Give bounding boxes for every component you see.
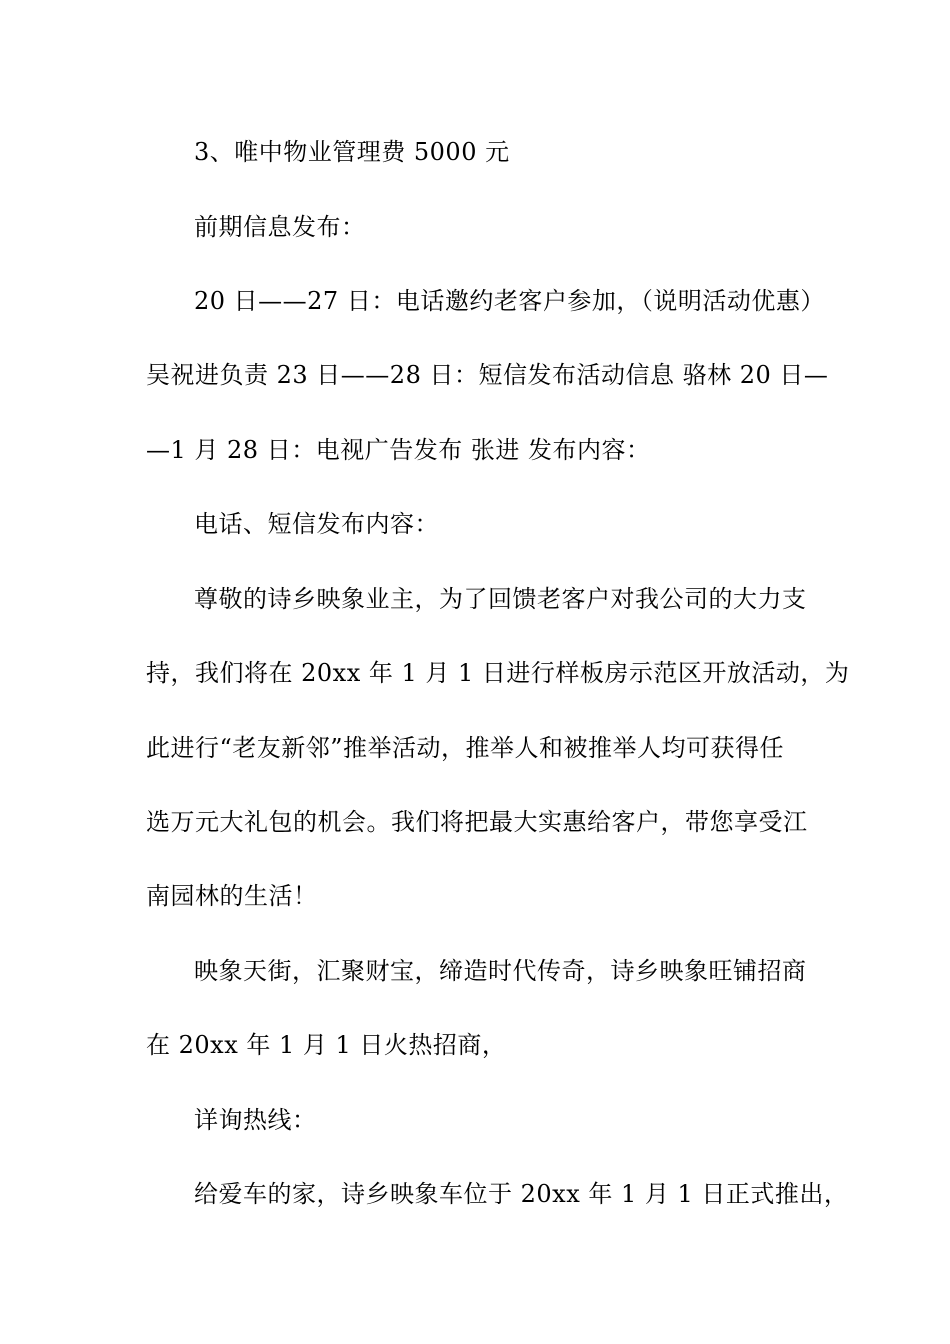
shops-line-2: 在 20xx 年 1 月 1 日火热招商， <box>146 1031 507 1059</box>
list-item-property-fee: 3、唯中物业管理费 5000 元 <box>194 138 510 166</box>
schedule-line-1: 20 日——27 日：电话邀约老客户参加，（说明活动优惠） <box>194 287 825 315</box>
schedule-line-2: 吴祝进负责 23 日——28 日：短信发布活动信息 骆林 20 日— <box>146 361 829 389</box>
schedule-line-3: —1 月 28 日：电视广告发布 张进 发布内容： <box>146 436 651 464</box>
paragraph-line-5: 南园林的生活！ <box>146 882 318 910</box>
section-heading-sms-content: 电话、短信发布内容： <box>194 510 439 538</box>
paragraph-line-1: 尊敬的诗乡映象业主，为了回馈老客户对我公司的大力支 <box>194 585 807 613</box>
section-heading-pre-release: 前期信息发布： <box>194 213 366 241</box>
paragraph-line-3: 此进行“老友新邻”推举活动，推举人和被推举人均可获得任 <box>146 734 785 762</box>
hotline-label: 详询热线： <box>194 1106 317 1134</box>
parking-line-1: 给爱车的家，诗乡映象车位于 20xx 年 1 月 1 日正式推出， <box>194 1180 849 1208</box>
shops-line-1: 映象天街，汇聚财宝，缔造时代传奇，诗乡映象旺铺招商 <box>194 957 807 985</box>
paragraph-line-2: 持，我们将在 20xx 年 1 月 1 日进行样板房示范区开放活动，为 <box>146 659 850 687</box>
paragraph-line-4: 选万元大礼包的机会。我们将把最大实惠给客户，带您享受江 <box>146 808 808 836</box>
